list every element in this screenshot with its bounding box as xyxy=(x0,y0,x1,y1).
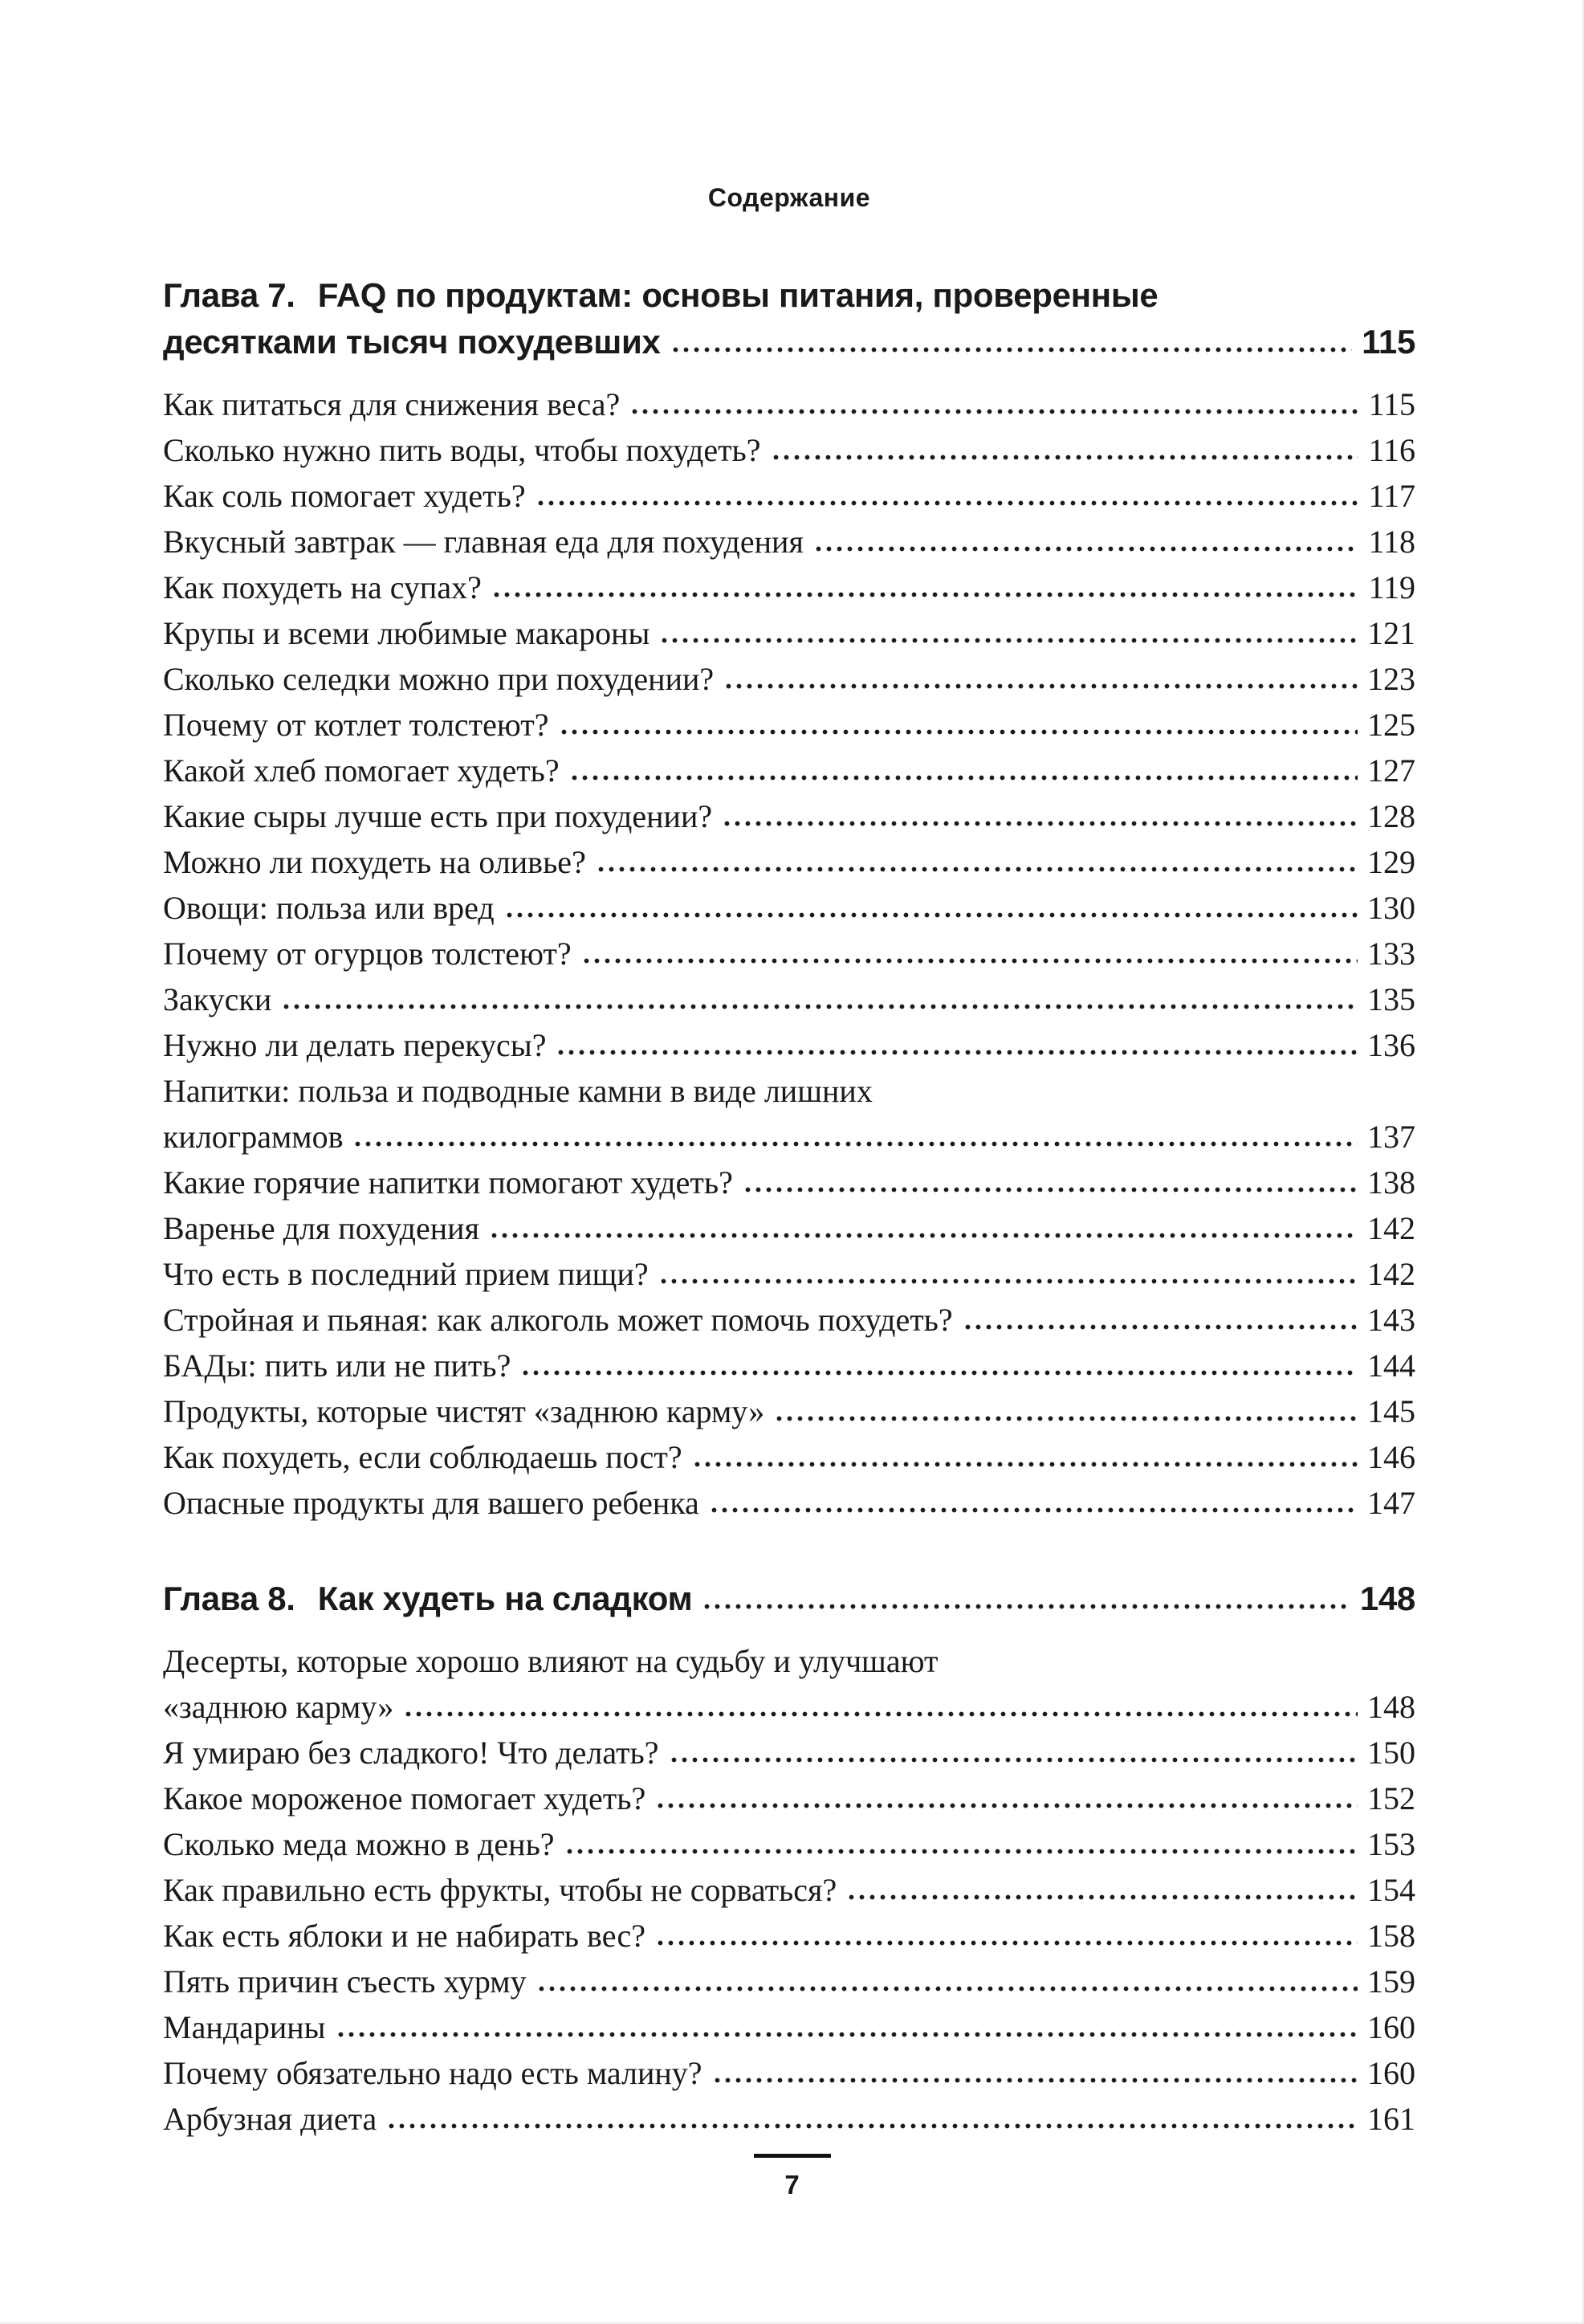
toc-row xyxy=(163,1867,1415,1913)
toc-entry xyxy=(163,427,1415,473)
toc-entry xyxy=(163,1068,1415,1160)
toc-entry xyxy=(163,1867,1415,1913)
toc-entry xyxy=(163,931,1415,976)
toc-row xyxy=(163,2096,1415,2142)
toc-entry xyxy=(163,976,1415,1022)
toc-row xyxy=(163,1251,1415,1297)
dot-leader xyxy=(596,866,1358,873)
toc-row xyxy=(163,2004,1415,2050)
toc-entry xyxy=(163,1776,1415,1821)
dot-leader xyxy=(403,1710,1358,1718)
toc-entry xyxy=(163,1913,1415,1959)
entry-title: Как есть яблоки и не набирать вес? xyxy=(163,1918,645,1954)
toc-row xyxy=(163,1480,1415,1526)
entry-page-number: 128 xyxy=(1367,798,1415,834)
entry-title: Почему от огурцов толстеют? xyxy=(163,936,572,972)
entry-title: Какие горячие напитки помогают худеть? xyxy=(163,1164,733,1201)
toc-entry xyxy=(163,565,1415,610)
dot-leader xyxy=(723,683,1358,690)
chapter-number: Глава 8. xyxy=(163,1580,295,1617)
entry-page-number: 142 xyxy=(1367,1256,1415,1292)
entry-page-number: 125 xyxy=(1367,707,1415,743)
toc-row xyxy=(163,1114,1415,1160)
entry-title: Нужно ли делать перекусы? xyxy=(163,1027,547,1063)
entry-page-number: 153 xyxy=(1367,1826,1415,1862)
toc-entry xyxy=(163,1638,1415,1730)
dot-leader xyxy=(281,1003,1358,1010)
toc-row xyxy=(163,610,1415,656)
toc-row xyxy=(163,1576,1415,1622)
entry-title: Как похудеть на супах? xyxy=(163,569,482,605)
toc-row xyxy=(163,427,1415,473)
toc-row xyxy=(163,1297,1415,1343)
chapter-title: десятками тысяч похудевших xyxy=(163,323,661,361)
entry-page-number: 154 xyxy=(1367,1872,1415,1908)
dot-leader xyxy=(569,774,1358,781)
entry-page-number: 137 xyxy=(1367,1119,1415,1155)
entry-page-number: 127 xyxy=(1367,752,1415,789)
toc-row xyxy=(163,381,1415,427)
toc-entry xyxy=(163,656,1415,702)
toc-entry xyxy=(163,1480,1415,1526)
entry-title: Как соль помогает худеть? xyxy=(163,478,526,514)
dot-leader xyxy=(336,2031,1358,2038)
entry-title: Как питаться для снижения веса? xyxy=(163,386,621,422)
toc-row xyxy=(163,1205,1415,1251)
toc-row xyxy=(163,1388,1415,1434)
toc-entry xyxy=(163,381,1415,427)
dot-leader xyxy=(489,1232,1358,1239)
entry-page-number: 146 xyxy=(1367,1439,1415,1475)
dot-leader xyxy=(774,1415,1358,1422)
entry-page-number: 123 xyxy=(1367,661,1415,697)
toc-entry xyxy=(163,610,1415,656)
dot-leader xyxy=(581,957,1358,964)
entry-title: Сколько нужно пить воды, чтобы похудеть? xyxy=(163,432,761,468)
entry-title: Стройная и пьяная: как алкоголь может помочь похудеть? xyxy=(163,1302,953,1338)
dot-leader xyxy=(692,1461,1358,1468)
entry-title: Почему обязательно надо есть малину? xyxy=(163,2055,702,2091)
entry-page-number: 121 xyxy=(1367,615,1415,651)
dot-leader xyxy=(535,499,1359,507)
toc-row xyxy=(163,2050,1415,2096)
toc-entry xyxy=(163,1022,1415,1068)
dot-leader xyxy=(670,346,1353,353)
entry-title: БАДы: пить или не пить? xyxy=(163,1348,511,1384)
entry-page-number: 145 xyxy=(1367,1393,1415,1429)
toc-entry xyxy=(163,702,1415,748)
dot-leader xyxy=(702,1603,1350,1610)
toc-row xyxy=(163,1068,1415,1114)
dot-leader xyxy=(352,1140,1358,1148)
dot-leader xyxy=(629,408,1358,415)
entry-title: Напитки: польза и подводные камни в виде лишних xyxy=(163,1073,873,1109)
toc-entry xyxy=(163,473,1415,519)
entry-title: Пять причин съесть хурму xyxy=(163,1963,527,2000)
entry-title: Сколько меда можно в день? xyxy=(163,1826,555,1862)
toc-row xyxy=(163,565,1415,610)
entry-page-number: 116 xyxy=(1368,432,1415,468)
entry-title: Мандарины xyxy=(163,2009,326,2045)
toc-entry xyxy=(163,1205,1415,1251)
toc-row xyxy=(163,1343,1415,1388)
toc-entry xyxy=(163,748,1415,793)
entry-title: Опасные продукты для вашего ребенка xyxy=(163,1485,699,1521)
dot-leader xyxy=(722,820,1358,827)
toc-row xyxy=(163,473,1415,519)
entry-title: Какой хлеб помогает худеть? xyxy=(163,752,560,789)
entry-page-number: 143 xyxy=(1367,1302,1415,1338)
dot-leader xyxy=(491,591,1359,598)
dot-leader xyxy=(386,2122,1358,2130)
page-footer xyxy=(0,2147,1584,2200)
toc-entry xyxy=(163,1821,1415,1867)
entry-page-number: 115 xyxy=(1362,323,1415,361)
page-title: Содержание xyxy=(707,183,871,212)
entry-title: Овощи: польза или вред xyxy=(163,890,495,926)
entry-page-number: 142 xyxy=(1367,1210,1415,1246)
entry-title: Закуски xyxy=(163,981,272,1017)
toc-row xyxy=(163,319,1415,365)
toc-row xyxy=(163,1022,1415,1068)
dot-leader xyxy=(655,1802,1358,1809)
entry-title: Как похудеть, если соблюдаешь пост? xyxy=(163,1439,682,1475)
entry-page-number: 115 xyxy=(1368,386,1415,422)
dot-leader xyxy=(559,728,1358,736)
entry-title: Как правильно есть фрукты, чтобы не сорваться? xyxy=(163,1872,837,1908)
chapter-title: Как худеть на сладком xyxy=(317,1580,693,1617)
dot-leader xyxy=(504,911,1358,919)
entry-page-number: 135 xyxy=(1367,981,1415,1017)
entry-page-number: 118 xyxy=(1368,524,1415,560)
entry-page-number: 158 xyxy=(1367,1918,1415,1954)
entry-page-number: 129 xyxy=(1367,844,1415,880)
dot-leader xyxy=(743,1186,1358,1193)
entry-title: Десерты, которые хорошо влияют на судьбу и улучшают xyxy=(163,1643,939,1679)
dot-leader xyxy=(564,1848,1358,1855)
toc-row xyxy=(163,748,1415,793)
entry-title: Арбузная диета xyxy=(163,2101,377,2137)
entry-page-number: 117 xyxy=(1368,478,1415,514)
toc-entry xyxy=(163,1251,1415,1297)
toc-entry xyxy=(163,1388,1415,1434)
toc-row xyxy=(163,272,1415,319)
entry-page-number: 150 xyxy=(1367,1735,1415,1771)
entry-title: Какие сыры лучше есть при похудении? xyxy=(163,798,713,834)
entry-page-number: 144 xyxy=(1367,1348,1415,1384)
toc-row xyxy=(163,1913,1415,1959)
toc-row xyxy=(163,931,1415,976)
entry-title: «заднюю карму» xyxy=(163,1689,394,1725)
dot-leader xyxy=(669,1756,1358,1763)
entry-title: Что есть в последний прием пищи? xyxy=(163,1256,649,1292)
toc-entry xyxy=(163,2004,1415,2050)
entry-page-number: 147 xyxy=(1367,1485,1415,1521)
toc-entry xyxy=(163,1730,1415,1776)
toc-entry xyxy=(163,839,1415,885)
toc-row xyxy=(163,885,1415,931)
dot-leader xyxy=(536,1985,1358,1992)
entry-page-number: 138 xyxy=(1367,1164,1415,1201)
entry-page-number: 159 xyxy=(1367,1963,1415,2000)
toc-row xyxy=(163,1160,1415,1205)
entry-page-number: 136 xyxy=(1367,1027,1415,1063)
dot-leader xyxy=(963,1323,1358,1331)
toc-row xyxy=(163,519,1415,565)
toc-row xyxy=(163,1730,1415,1776)
entry-page-number: 152 xyxy=(1367,1780,1415,1816)
entry-page-number: 130 xyxy=(1367,890,1415,926)
toc-row xyxy=(163,793,1415,839)
dot-leader xyxy=(709,1507,1358,1514)
toc-row xyxy=(163,1821,1415,1867)
entry-title: Вкусный завтрак — главная еда для похудения xyxy=(163,524,804,560)
toc-row xyxy=(163,1776,1415,1821)
entry-page-number: 160 xyxy=(1367,2009,1415,2045)
toc-chapter-heading xyxy=(163,272,1415,365)
entry-page-number: 119 xyxy=(1368,569,1415,605)
footer-page-number: 7 xyxy=(784,2170,800,2200)
entry-title: Продукты, которые чистят «заднюю карму» xyxy=(163,1393,765,1429)
toc-chapter-heading xyxy=(163,1576,1415,1622)
toc-entry xyxy=(163,1959,1415,2004)
toc-entry xyxy=(163,2096,1415,2142)
entry-title: Сколько селедки можно при похудении? xyxy=(163,661,715,697)
toc-row xyxy=(163,656,1415,702)
entry-title: килограммов xyxy=(163,1119,344,1155)
toc-entry xyxy=(163,519,1415,565)
dot-leader xyxy=(520,1369,1358,1376)
toc-row xyxy=(163,1959,1415,2004)
chapter-number: Глава 7. xyxy=(163,276,295,314)
dot-leader xyxy=(813,545,1359,552)
dot-leader xyxy=(655,1939,1358,1947)
entry-title: Я умираю без сладкого! Что делать? xyxy=(163,1735,659,1771)
entry-title: Крупы и всеми любимые макароны xyxy=(163,615,650,651)
toc-list xyxy=(163,272,1415,2142)
dot-leader xyxy=(659,637,1358,644)
toc-entry xyxy=(163,2050,1415,2096)
entry-title: Можно ли похудеть на оливье? xyxy=(163,844,586,880)
dot-leader xyxy=(712,2077,1358,2084)
entry-title: Варенье для похудения xyxy=(163,1210,479,1246)
toc-row xyxy=(163,702,1415,748)
chapter-title: FAQ по продуктам: основы питания, проверенные xyxy=(317,276,1158,314)
entry-page-number: 133 xyxy=(1367,936,1415,972)
dot-leader xyxy=(771,454,1359,461)
toc-entry xyxy=(163,1297,1415,1343)
toc-entry xyxy=(163,885,1415,931)
entry-title: Какое мороженое помогает худеть? xyxy=(163,1780,646,1816)
dot-leader xyxy=(846,1894,1358,1901)
toc-entry xyxy=(163,1160,1415,1205)
toc-row xyxy=(163,976,1415,1022)
toc-entry xyxy=(163,1434,1415,1480)
toc-entry xyxy=(163,1343,1415,1388)
toc-entry xyxy=(163,793,1415,839)
footer-divider xyxy=(754,2154,831,2158)
dot-leader xyxy=(556,1049,1358,1056)
entry-page-number: 148 xyxy=(1367,1689,1415,1725)
toc-row xyxy=(163,1434,1415,1480)
entry-title: Почему от котлет толстеют? xyxy=(163,707,549,743)
dot-leader xyxy=(658,1278,1358,1285)
toc-row xyxy=(163,1638,1415,1684)
toc-row xyxy=(163,1684,1415,1730)
entry-page-number: 161 xyxy=(1367,2101,1415,2137)
toc-row xyxy=(163,839,1415,885)
entry-page-number: 160 xyxy=(1367,2055,1415,2091)
entry-page-number: 148 xyxy=(1359,1580,1415,1617)
